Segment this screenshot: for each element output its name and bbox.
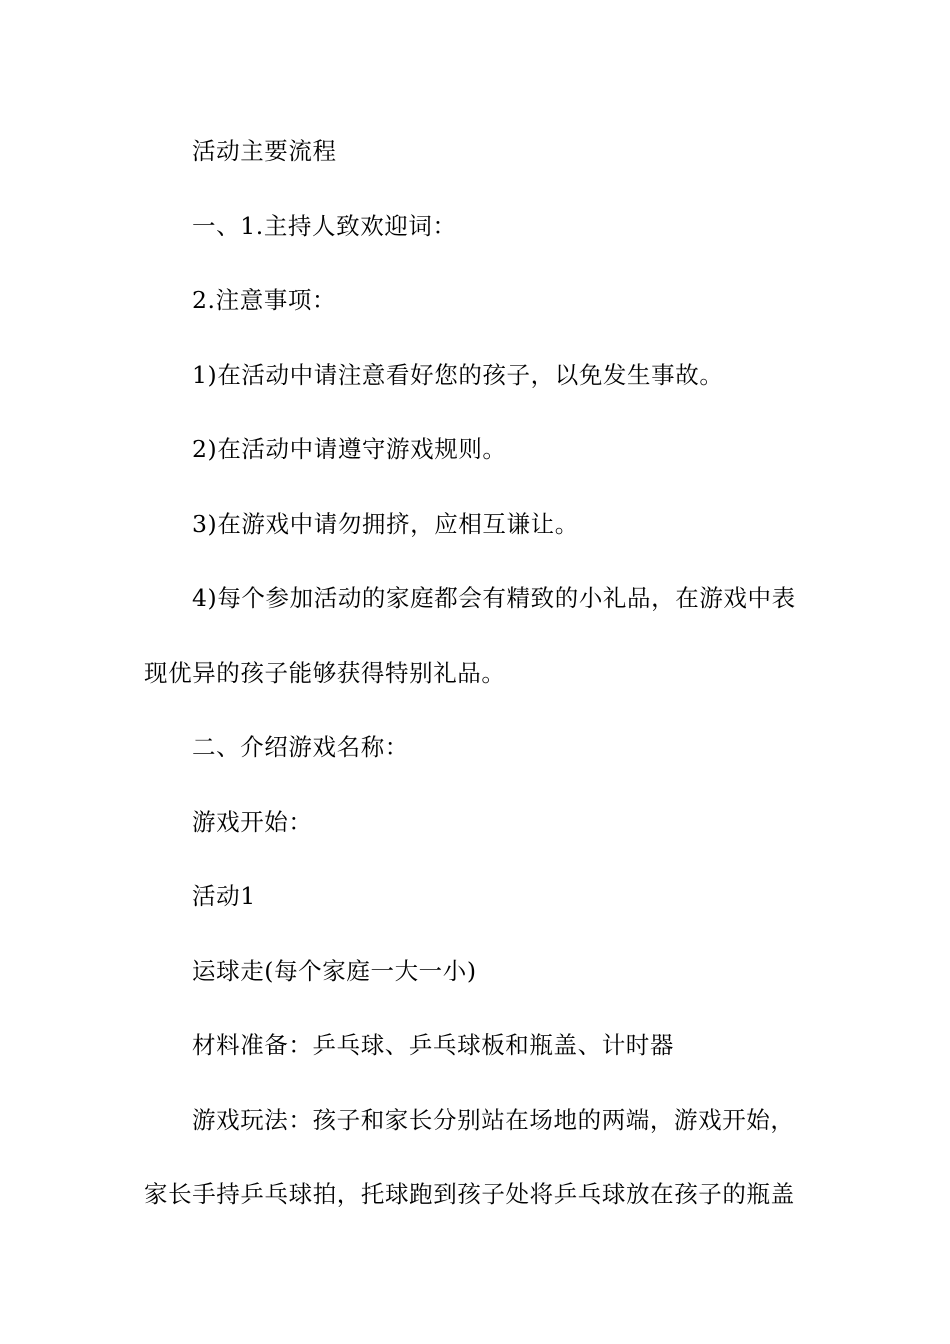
paragraph-note-2: 2)在活动中请遵守游戏规则。: [192, 435, 507, 463]
paragraph-notes-heading: 2.注意事项：: [192, 286, 337, 314]
paragraph-activity-1-title: 运球走(每个家庭一大一小): [192, 956, 477, 985]
paragraph-materials: 材料准备：乒乓球、乒乓球板和瓶盖、计时器: [192, 1031, 674, 1059]
paragraph-welcome: 一、1.主持人致欢迎词：: [192, 211, 457, 240]
paragraph-activity-1: 活动1: [192, 882, 256, 910]
section-heading-game-intro: 二、介绍游戏名称：: [192, 733, 409, 761]
paragraph-gameplay-line-1: 游戏玩法：孩子和家长分别站在场地的两端，游戏开始，: [192, 1105, 795, 1134]
section-heading-process: 活动主要流程: [192, 137, 337, 165]
paragraph-gameplay-line-2: 家长手持乒乓球拍，托球跑到孩子处将乒乓球放在孩子的瓶盖: [144, 1180, 795, 1208]
paragraph-note-4-line-1: 4)每个参加活动的家庭都会有精致的小礼品，在游戏中表: [192, 584, 796, 612]
paragraph-game-start: 游戏开始：: [192, 807, 313, 836]
paragraph-note-4-line-2: 现优异的孩子能够获得特别礼品。: [144, 658, 506, 687]
document-body: [144, 128, 809, 1246]
paragraph-note-1: 1)在活动中请注意看好您的孩子，以免发生事故。: [192, 360, 724, 389]
paragraph-note-3: 3)在游戏中请勿拥挤，应相互谦让。: [192, 509, 579, 538]
